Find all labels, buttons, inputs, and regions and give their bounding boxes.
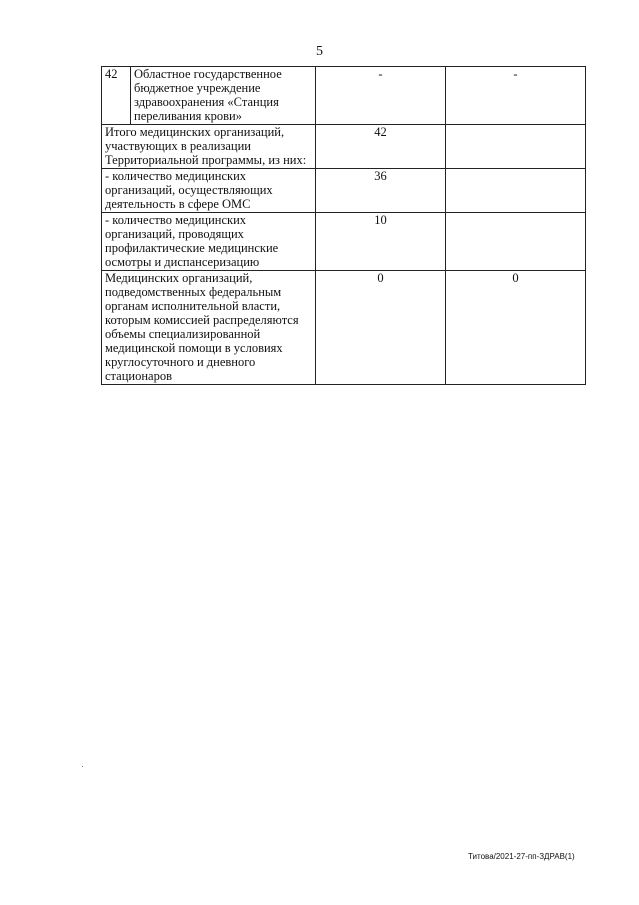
table-row <box>102 125 586 169</box>
value-cell-2 <box>446 213 586 271</box>
document-code: Титова/2021-27-пп-ЗДРАВ(1) <box>468 852 575 861</box>
table-row <box>102 169 586 213</box>
page-number: 5 <box>316 44 323 59</box>
table-row <box>102 213 586 271</box>
value-cell-1: 42 <box>316 125 446 169</box>
scan-speck <box>82 766 83 767</box>
row-number-cell: 42 <box>102 67 131 125</box>
summary-label-cell: - количество медицинских организаций, осуществляющих деятельность в сфере ОМС <box>102 169 316 213</box>
summary-label-cell: Итого медицинских организаций, участвующих в реализации Территориальной программы, из них: <box>102 125 316 169</box>
value-cell-2: 0 <box>446 271 586 385</box>
summary-label-cell: Медицинских организаций, подведомственных федеральным органам исполнительной власти, которым комиссией распределяются объемы специализированной медицинской помощи в условиях круглосуточного и дневного стационаров <box>102 271 316 385</box>
table-row <box>102 271 586 385</box>
value-cell-2 <box>446 125 586 169</box>
organization-name-cell: Областное государственное бюджетное учреждение здравоохранения «Станция переливания крови» <box>131 67 316 125</box>
value-cell-2: - <box>446 67 586 125</box>
value-cell-1: 10 <box>316 213 446 271</box>
table-row <box>102 67 586 125</box>
value-cell-1: 0 <box>316 271 446 385</box>
value-cell-1: - <box>316 67 446 125</box>
value-cell-2 <box>446 169 586 213</box>
organizations-table <box>101 66 586 385</box>
value-cell-1: 36 <box>316 169 446 213</box>
summary-label-cell: - количество медицинских организаций, проводящих профилактические медицинские осмотры и диспансеризацию <box>102 213 316 271</box>
